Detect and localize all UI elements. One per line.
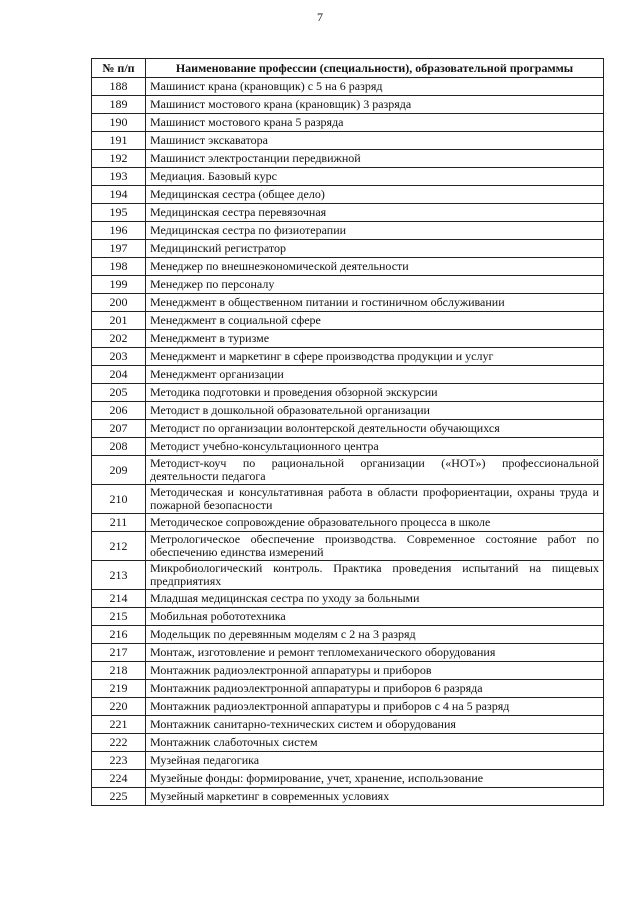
row-number: 193	[92, 168, 146, 186]
row-name: Методист учебно-консультационного центра	[146, 438, 604, 456]
table-row	[92, 626, 604, 644]
table-row	[92, 312, 604, 330]
row-number: 225	[92, 788, 146, 806]
table-body	[92, 78, 604, 806]
row-number: 205	[92, 384, 146, 402]
table-row	[92, 608, 604, 626]
row-name: Медицинская сестра по физиотерапии	[146, 222, 604, 240]
professions-table	[91, 58, 604, 806]
table-row	[92, 514, 604, 532]
column-header-number: № п/п	[92, 59, 146, 78]
row-name: Машинист мостового крана (крановщик) 3 разряда	[146, 96, 604, 114]
row-name: Музейные фонды: формирование, учет, хранение, использование	[146, 770, 604, 788]
row-number: 224	[92, 770, 146, 788]
row-number: 191	[92, 132, 146, 150]
row-name: Машинист экскаватора	[146, 132, 604, 150]
row-name: Монтаж, изготовление и ремонт тепломеханического оборудования	[146, 644, 604, 662]
row-name: Методист-коуч по рациональной организации («НОТ») профессиональной деятельности педагога	[146, 456, 604, 485]
row-name: Методика подготовки и проведения обзорной экскурсии	[146, 384, 604, 402]
row-name: Менеджмент и маркетинг в сфере производства продукции и услуг	[146, 348, 604, 366]
row-number: 216	[92, 626, 146, 644]
row-number: 206	[92, 402, 146, 420]
table-row	[92, 96, 604, 114]
row-number: 219	[92, 680, 146, 698]
table-row	[92, 114, 604, 132]
row-name: Менеджер по персоналу	[146, 276, 604, 294]
table-row	[92, 662, 604, 680]
table-row	[92, 204, 604, 222]
row-name: Менеджер по внешнеэкономической деятельности	[146, 258, 604, 276]
row-number: 195	[92, 204, 146, 222]
row-number: 194	[92, 186, 146, 204]
row-number: 220	[92, 698, 146, 716]
row-number: 207	[92, 420, 146, 438]
row-name: Методическое сопровождение образовательного процесса в школе	[146, 514, 604, 532]
row-number: 210	[92, 485, 146, 514]
table-row	[92, 294, 604, 312]
page-number: 7	[317, 10, 323, 24]
row-number: 215	[92, 608, 146, 626]
table-row	[92, 330, 604, 348]
row-name: Медицинская сестра (общее дело)	[146, 186, 604, 204]
table-row	[92, 752, 604, 770]
row-number: 190	[92, 114, 146, 132]
row-name: Монтажник санитарно-технических систем и оборудования	[146, 716, 604, 734]
table-row	[92, 384, 604, 402]
row-number: 204	[92, 366, 146, 384]
table-row	[92, 348, 604, 366]
table-row	[92, 366, 604, 384]
row-name: Методист по организации волонтерской деятельности обучающихся	[146, 420, 604, 438]
row-name: Медицинская сестра перевязочная	[146, 204, 604, 222]
row-name: Методист в дошкольной образовательной организации	[146, 402, 604, 420]
row-name: Машинист мостового крана 5 разряда	[146, 114, 604, 132]
table-row	[92, 698, 604, 716]
table-row	[92, 438, 604, 456]
row-name: Микробиологический контроль. Практика проведения испытаний на пищевых предприятиях	[146, 561, 604, 590]
table-row	[92, 485, 604, 514]
row-number: 197	[92, 240, 146, 258]
row-number: 188	[92, 78, 146, 96]
row-name: Мобильная робототехника	[146, 608, 604, 626]
row-name: Младшая медицинская сестра по уходу за больными	[146, 590, 604, 608]
row-number: 196	[92, 222, 146, 240]
row-number: 217	[92, 644, 146, 662]
row-number: 222	[92, 734, 146, 752]
row-name: Машинист электростанции передвижной	[146, 150, 604, 168]
row-name: Метрологическое обеспечение производства. Современное состояние работ по обеспечению единства измерений	[146, 532, 604, 561]
table-row	[92, 561, 604, 590]
table-row	[92, 680, 604, 698]
row-number: 199	[92, 276, 146, 294]
row-name: Медиация. Базовый курс	[146, 168, 604, 186]
table-row	[92, 132, 604, 150]
row-number: 203	[92, 348, 146, 366]
table-row	[92, 734, 604, 752]
table-row	[92, 770, 604, 788]
column-header-name: Наименование профессии (специальности), образовательной программы	[146, 59, 604, 78]
table-row	[92, 644, 604, 662]
table-row	[92, 168, 604, 186]
row-name: Монтажник слаботочных систем	[146, 734, 604, 752]
row-name: Монтажник радиоэлектронной аппаратуры и приборов 6 разряда	[146, 680, 604, 698]
table-header	[92, 59, 604, 78]
row-name: Менеджмент в туризме	[146, 330, 604, 348]
row-name: Музейная педагогика	[146, 752, 604, 770]
table-row	[92, 788, 604, 806]
row-name: Модельщик по деревянным моделям с 2 на 3 разряд	[146, 626, 604, 644]
row-name: Машинист крана (крановщик) с 5 на 6 разряд	[146, 78, 604, 96]
row-number: 211	[92, 514, 146, 532]
row-number: 200	[92, 294, 146, 312]
row-number: 212	[92, 532, 146, 561]
row-name: Медицинский регистратор	[146, 240, 604, 258]
row-name: Менеджмент организации	[146, 366, 604, 384]
row-number: 209	[92, 456, 146, 485]
row-number: 202	[92, 330, 146, 348]
row-name: Музейный маркетинг в современных условиях	[146, 788, 604, 806]
row-name: Методическая и консультативная работа в области профориентации, охраны труда и пожарной безопасности	[146, 485, 604, 514]
row-number: 221	[92, 716, 146, 734]
row-number: 201	[92, 312, 146, 330]
row-name: Менеджмент в общественном питании и гостиничном обслуживании	[146, 294, 604, 312]
row-number: 192	[92, 150, 146, 168]
row-number: 213	[92, 561, 146, 590]
row-number: 198	[92, 258, 146, 276]
table-row	[92, 222, 604, 240]
row-number: 189	[92, 96, 146, 114]
header-row	[92, 59, 604, 78]
table-row	[92, 716, 604, 734]
table-row	[92, 240, 604, 258]
table-row	[92, 186, 604, 204]
table-row	[92, 590, 604, 608]
table-row	[92, 150, 604, 168]
table-row	[92, 532, 604, 561]
row-name: Менеджмент в социальной сфере	[146, 312, 604, 330]
row-number: 223	[92, 752, 146, 770]
table-row	[92, 78, 604, 96]
table-row	[92, 402, 604, 420]
row-name: Монтажник радиоэлектронной аппаратуры и приборов	[146, 662, 604, 680]
table-row	[92, 258, 604, 276]
row-number: 218	[92, 662, 146, 680]
table-row	[92, 456, 604, 485]
table-row	[92, 420, 604, 438]
row-number: 208	[92, 438, 146, 456]
row-name: Монтажник радиоэлектронной аппаратуры и приборов с 4 на 5 разряд	[146, 698, 604, 716]
row-number: 214	[92, 590, 146, 608]
table-row	[92, 276, 604, 294]
